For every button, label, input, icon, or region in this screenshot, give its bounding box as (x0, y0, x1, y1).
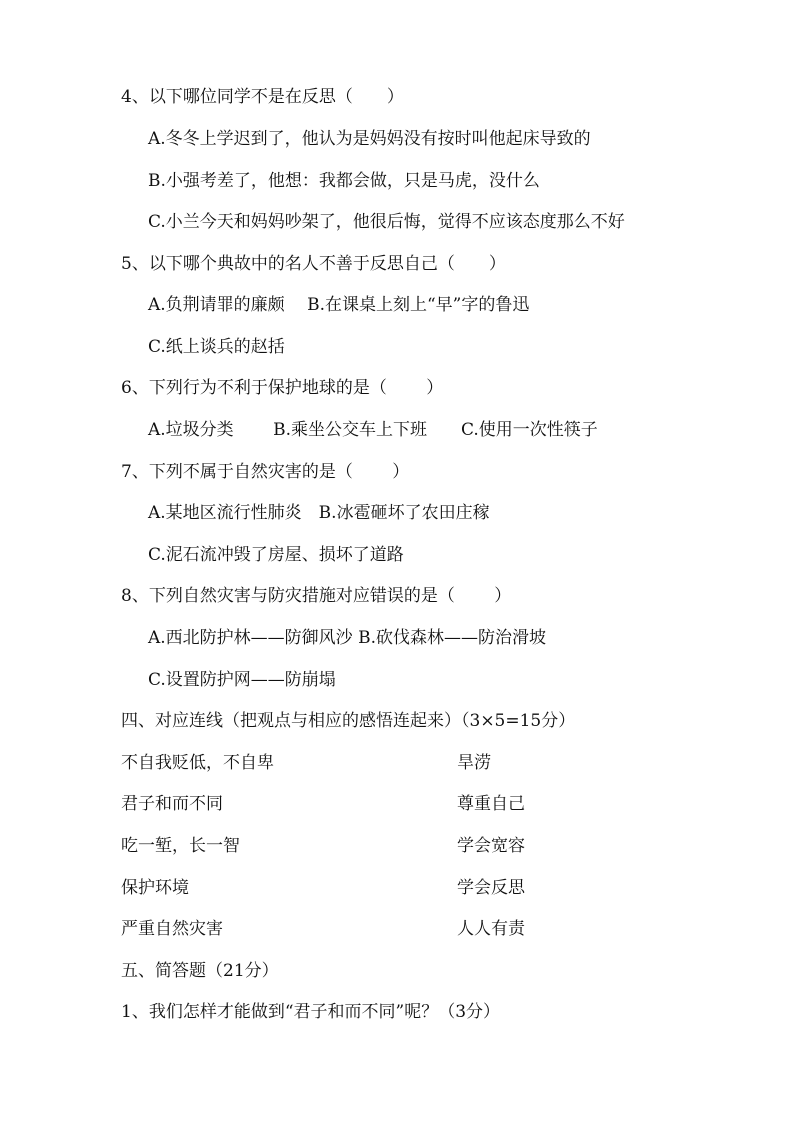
question-5-option-c: C.纸上谈兵的赵括 (148, 337, 285, 357)
question-5-stem: 5、以下哪个典故中的名人不善于反思自己（ ） (121, 254, 506, 274)
question-8-option-c: C.设置防护网——防崩塌 (148, 670, 336, 690)
match-left-item: 不自我贬低，不自卑 (121, 753, 274, 773)
question-7-option-ab: A.某地区流行性肺炎 B.冰雹砸坏了农田庄稼 (148, 503, 490, 523)
question-8-option-ab: A.西北防护林——防御风沙 B.砍伐森林——防治滑坡 (148, 628, 546, 648)
match-right-item: 学会反思 (457, 878, 525, 898)
question-7-option-c: C.泥石流冲毁了房屋、损坏了道路 (148, 545, 404, 565)
question-6-stem: 6、下列行为不利于保护地球的是（ ） (121, 378, 444, 398)
match-left-item: 保护环境 (121, 878, 189, 898)
question-7-stem: 7、下列不属于自然灾害的是（ ） (121, 462, 410, 482)
section-4-title: 四、对应连线（把观点与相应的感悟连起来）（3×5=15分） (121, 711, 576, 731)
question-8-stem: 8、下列自然灾害与防灾措施对应错误的是（ ） (121, 586, 512, 606)
match-right-item: 人人有责 (457, 919, 525, 939)
match-left-item: 吃一堑，长一智 (121, 836, 240, 856)
match-right-item: 尊重自己 (457, 794, 525, 814)
match-left-item: 君子和而不同 (121, 794, 223, 814)
question-6-options: A.垃圾分类 B.乘坐公交车上下班 C.使用一次性筷子 (148, 420, 598, 440)
match-right-item: 学会宽容 (457, 836, 525, 856)
question-4-option-c: C.小兰今天和妈妈吵架了，他很后悔，觉得不应该态度那么不好 (148, 212, 625, 232)
question-4-stem: 4、以下哪位同学不是在反思（ ） (121, 87, 404, 107)
match-right-item: 旱涝 (457, 753, 491, 773)
question-4-option-a: A.冬冬上学迟到了，他认为是妈妈没有按时叫他起床导致的 (148, 129, 591, 149)
match-left-item: 严重自然灾害 (121, 919, 223, 939)
section-5-question-1: 1、我们怎样才能做到“君子和而不同”呢？（3分） (121, 1002, 501, 1022)
question-4-option-b: B.小强考差了，他想：我都会做，只是马虎，没什么 (148, 171, 540, 191)
question-5-option-ab: A.负荆请罪的廉颇 B.在课桌上刻上“早”字的鲁迅 (148, 295, 530, 315)
section-5-title: 五、简答题（21分） (121, 961, 279, 981)
